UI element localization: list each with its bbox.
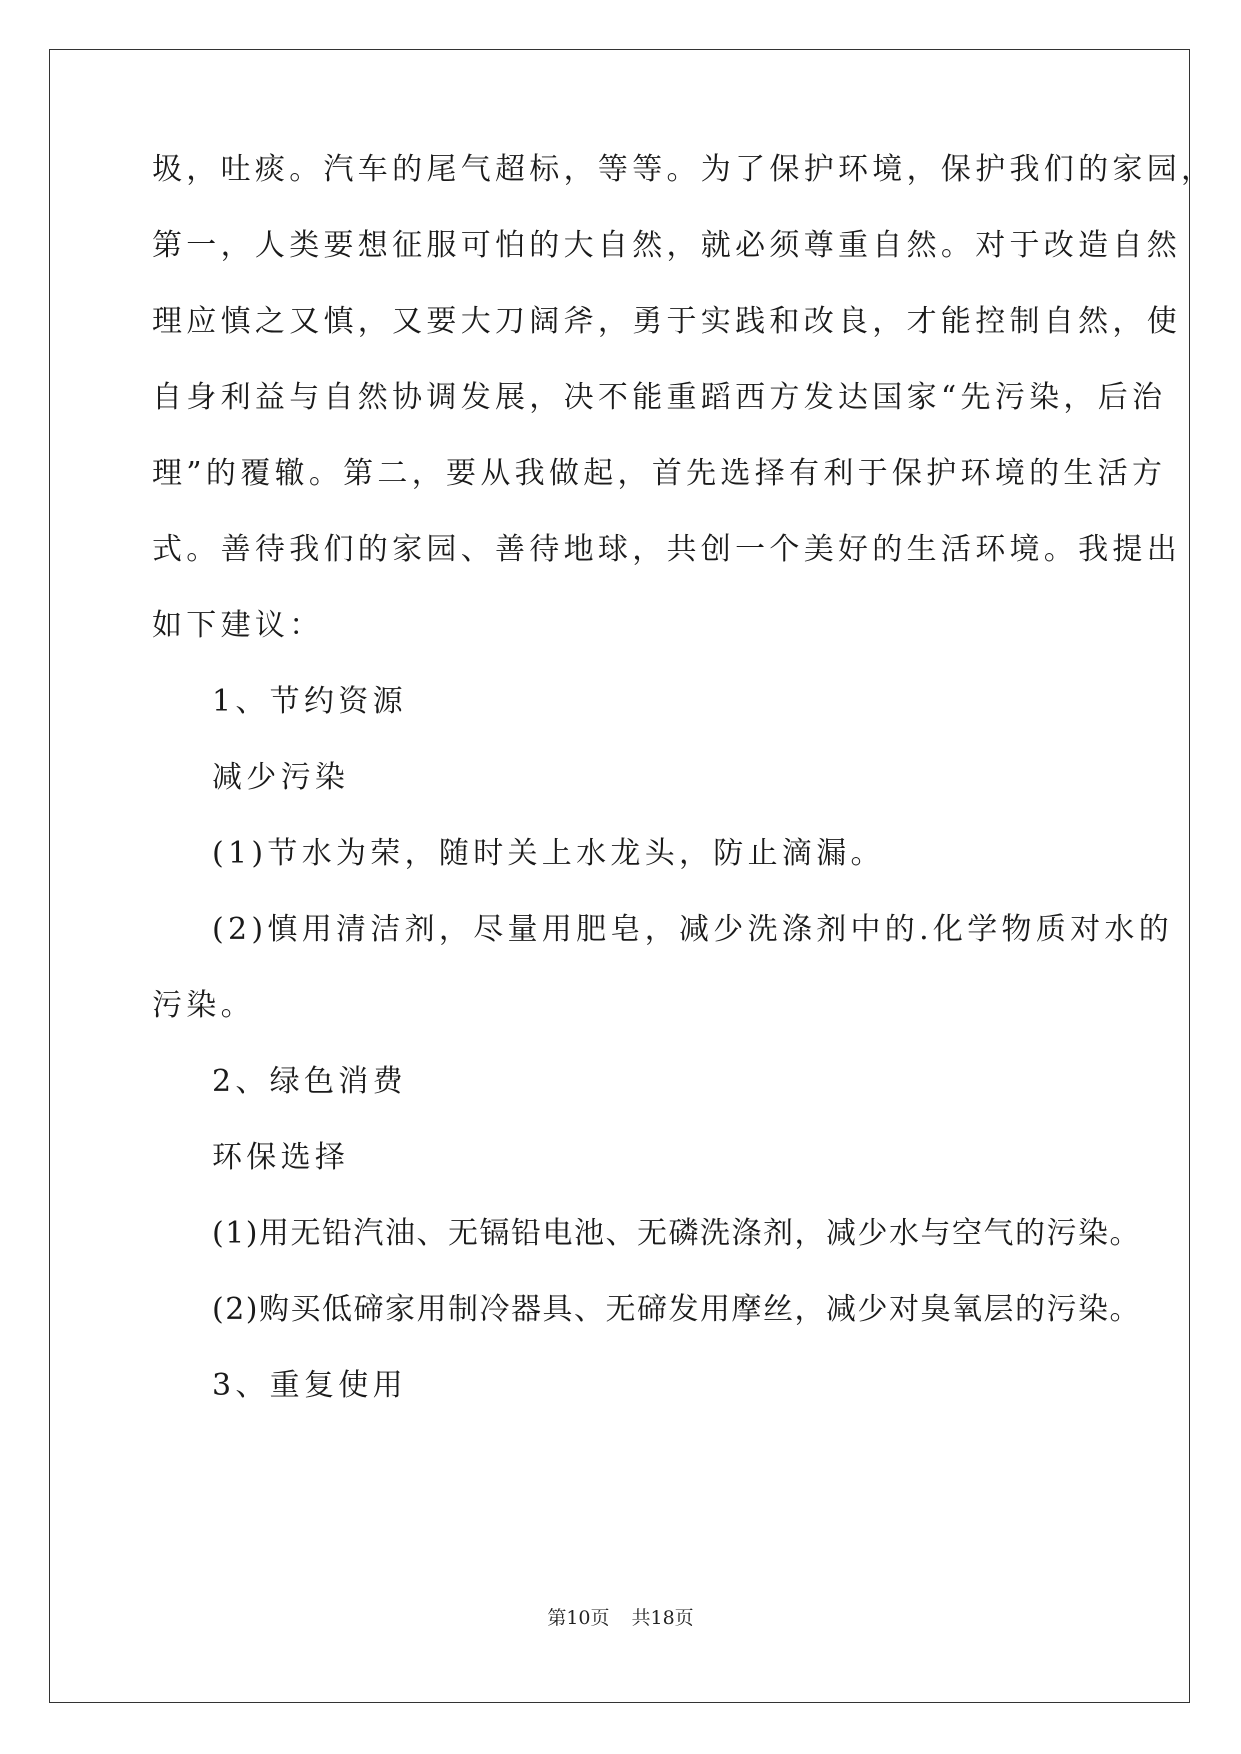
list-item: (2)慎用清洁剂，尽量用肥皂，减少洗涤剂中的.化学物质对水的	[212, 912, 1174, 947]
subheading: 环保选择	[212, 1140, 350, 1175]
text-line: 第一，人类要想征服可怕的大自然，就必须尊重自然。对于改造自然	[152, 228, 1181, 263]
page-footer	[0, 1606, 1241, 1630]
section-heading: 3、重复使用	[212, 1368, 407, 1403]
text-line: 如下建议：	[152, 608, 324, 643]
text-line: 理”的覆辙。第二，要从我做起，首先选择有利于保护环境的生活方	[152, 456, 1167, 491]
list-item: (1)用无铅汽油、无镉铅电池、无磷洗涤剂，减少水与空气的污染。	[212, 1216, 1141, 1251]
section-heading: 1、节约资源	[212, 684, 407, 719]
list-item: (2)购买低碲家用制冷器具、无碲发用摩丝，减少对臭氧层的污染。	[212, 1292, 1141, 1327]
text-line: 圾，吐痰。汽车的尾气超标，等等。为了保护环境，保护我们的家园，	[152, 152, 1216, 187]
text-line: 污染。	[152, 988, 255, 1023]
page-border	[49, 49, 1190, 1703]
subheading: 减少污染	[212, 760, 350, 795]
page-total: 共18页	[631, 1607, 694, 1629]
text-line: 理应慎之又慎，又要大刀阔斧，勇于实践和改良，才能控制自然，使	[152, 304, 1181, 339]
list-item: (1)节水为荣，随时关上水龙头，防止滴漏。	[212, 836, 885, 871]
page-number: 第10页	[547, 1607, 610, 1629]
text-line: 自身利益与自然协调发展，决不能重蹈西方发达国家“先污染，后治	[152, 380, 1167, 415]
text-line: 式。善待我们的家园、善待地球，共创一个美好的生活环境。我提出	[152, 532, 1181, 567]
section-heading: 2、绿色消费	[212, 1064, 407, 1099]
